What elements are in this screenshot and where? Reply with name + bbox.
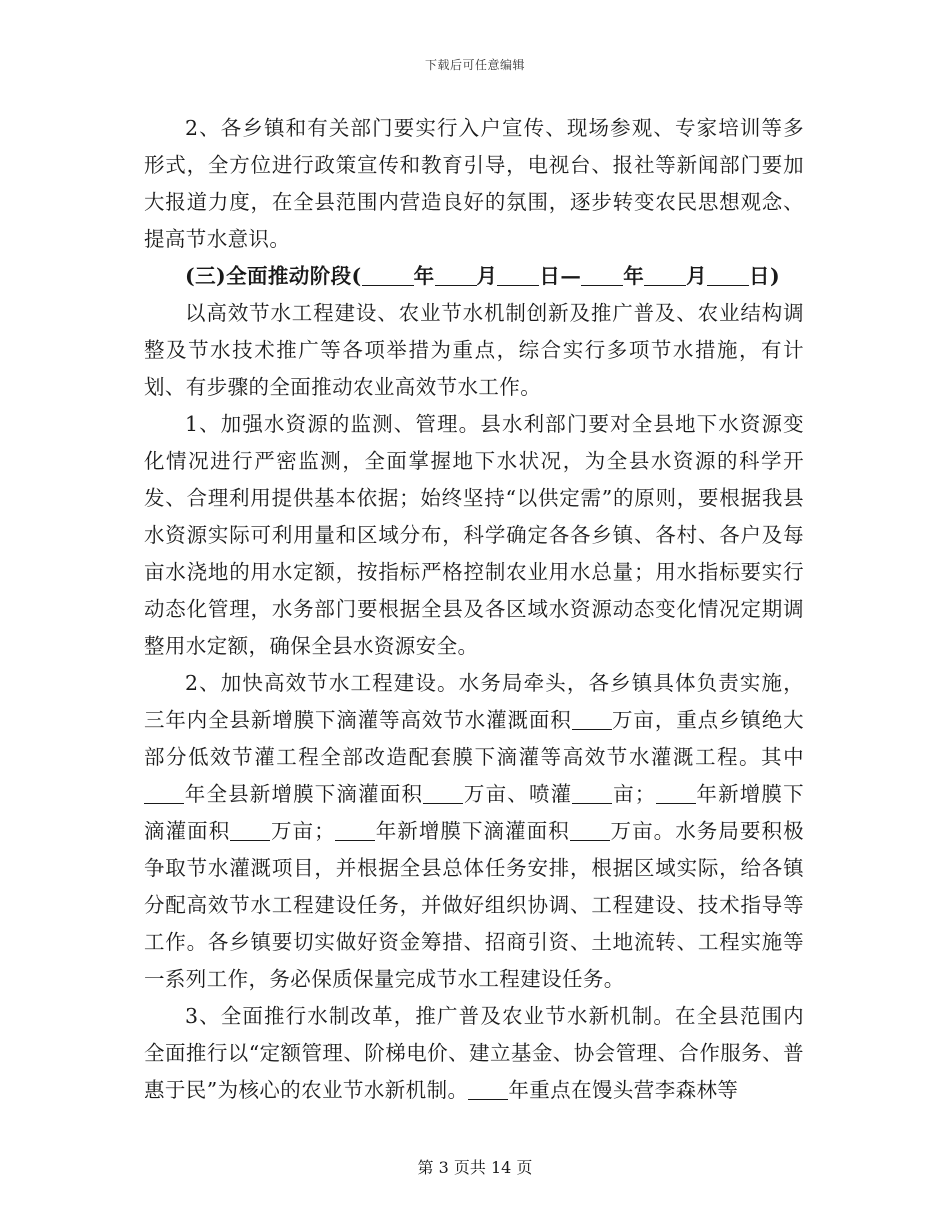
blank-field bbox=[144, 779, 184, 804]
blank-field bbox=[468, 1075, 508, 1100]
section-heading-phase-three bbox=[144, 258, 804, 295]
document-body bbox=[144, 110, 804, 1109]
text-run: 年重点在馒头营李森林等 bbox=[508, 1078, 739, 1102]
blank-field bbox=[335, 816, 375, 841]
blank-field bbox=[362, 261, 414, 286]
text-run: 2、加快高效节水工程建设。水务局牵头，各乡镇具体负责实施，三年内全县新增膜下滴灌等高效节水灌溉面积 bbox=[144, 671, 804, 732]
text-run: 万亩。水务局要积极争取节水灌溉项目，并根据全县总体任务安排，根据区域实际，给各镇分配高效节水工程建设任务，并做好组织协调、工程建设、技术指导等工作。各乡镇要切实做好资金筹措、招商引资、土地流转、工程实施等一系列工作，务必保质保量完成节水工程建设任务。 bbox=[144, 819, 804, 991]
heading-part: 月 bbox=[476, 264, 498, 288]
blank-field bbox=[656, 779, 696, 804]
text-run: 年新增膜下滴灌面积 bbox=[144, 782, 804, 843]
text-run: 万亩、喷灌 bbox=[463, 782, 573, 806]
text-run: 3、全面推行水制改革，推广普及农业节水新机制。在全县范围内全面推行以“定额管理、阶梯电价、建立基金、协会管理、合作服务、普惠于民”为核心的农业节水新机制。 bbox=[144, 1004, 804, 1102]
blank-field bbox=[230, 816, 270, 841]
page-number-footer: 第 3 页共 14 页 bbox=[417, 1158, 533, 1177]
blank-field bbox=[435, 261, 477, 286]
blank-field bbox=[644, 261, 686, 286]
blank-field bbox=[572, 779, 612, 804]
paragraph-water-monitoring: 1、加强水资源的监测、管理。县水利部门要对全县地下水资源变化情况进行严密监测，全面掌握地下水状况，为全县水资源的科学开发、合理利用提供基本依据；始终坚持“以供定需”的原则，要根据我县水资源实际可利用量和区域分布，科学确定各各乡镇、各村、各户及每亩水浇地的用水定额，按指标严格控制农业用水总量；用水指标要实行动态化管理，水务部门要根据全县及各区域水资源动态变化情况定期调整用水定额，确保全县水资源安全。 bbox=[144, 412, 804, 658]
paragraph-publicity: 2、各乡镇和有关部门要实行入户宣传、现场参观、专家培训等多形式，全方位进行政策宣传和教育引导，电视台、报社等新闻部门要加大报道力度，在全县范围内营造良好的氛围，逐步转变农民思想观念、提高节水意识。 bbox=[144, 116, 804, 251]
text-run: 亩； bbox=[612, 782, 656, 806]
heading-part: 日— bbox=[539, 264, 582, 288]
blank-field bbox=[423, 779, 463, 804]
heading-part: 年 bbox=[413, 264, 435, 288]
paragraph-phase-overview: 以高效节水工程建设、农业节水机制创新及推广普及、农业结构调整及节水技术推广等各项举措为重点，综合实行多项节水措施，有计划、有步骤的全面推动农业高效节水工作。 bbox=[144, 301, 804, 399]
heading-part: 年 bbox=[623, 264, 645, 288]
paragraph-engineering-construction bbox=[144, 665, 804, 998]
heading-part: (三)全面推动阶段( bbox=[185, 264, 362, 288]
page-header: 下载后可任意编辑 bbox=[424, 58, 525, 72]
blank-field bbox=[581, 261, 623, 286]
heading-part: 月 bbox=[686, 264, 708, 288]
text-run: 年全县新增膜下滴灌面积 bbox=[184, 782, 424, 806]
blank-field bbox=[572, 705, 612, 730]
text-run: 万亩； bbox=[270, 819, 336, 843]
text-run: 万亩，重点乡镇绝大部分低效节灌工程全部改造配套膜下滴灌等高效节水灌溉工程。其中 bbox=[144, 708, 804, 769]
paragraph-mechanism-reform bbox=[144, 998, 804, 1109]
text-run: 年新增膜下滴灌面积 bbox=[375, 819, 570, 843]
blank-field bbox=[570, 816, 610, 841]
blank-field bbox=[497, 261, 539, 286]
blank-field bbox=[707, 261, 749, 286]
heading-part: 日) bbox=[749, 264, 781, 288]
